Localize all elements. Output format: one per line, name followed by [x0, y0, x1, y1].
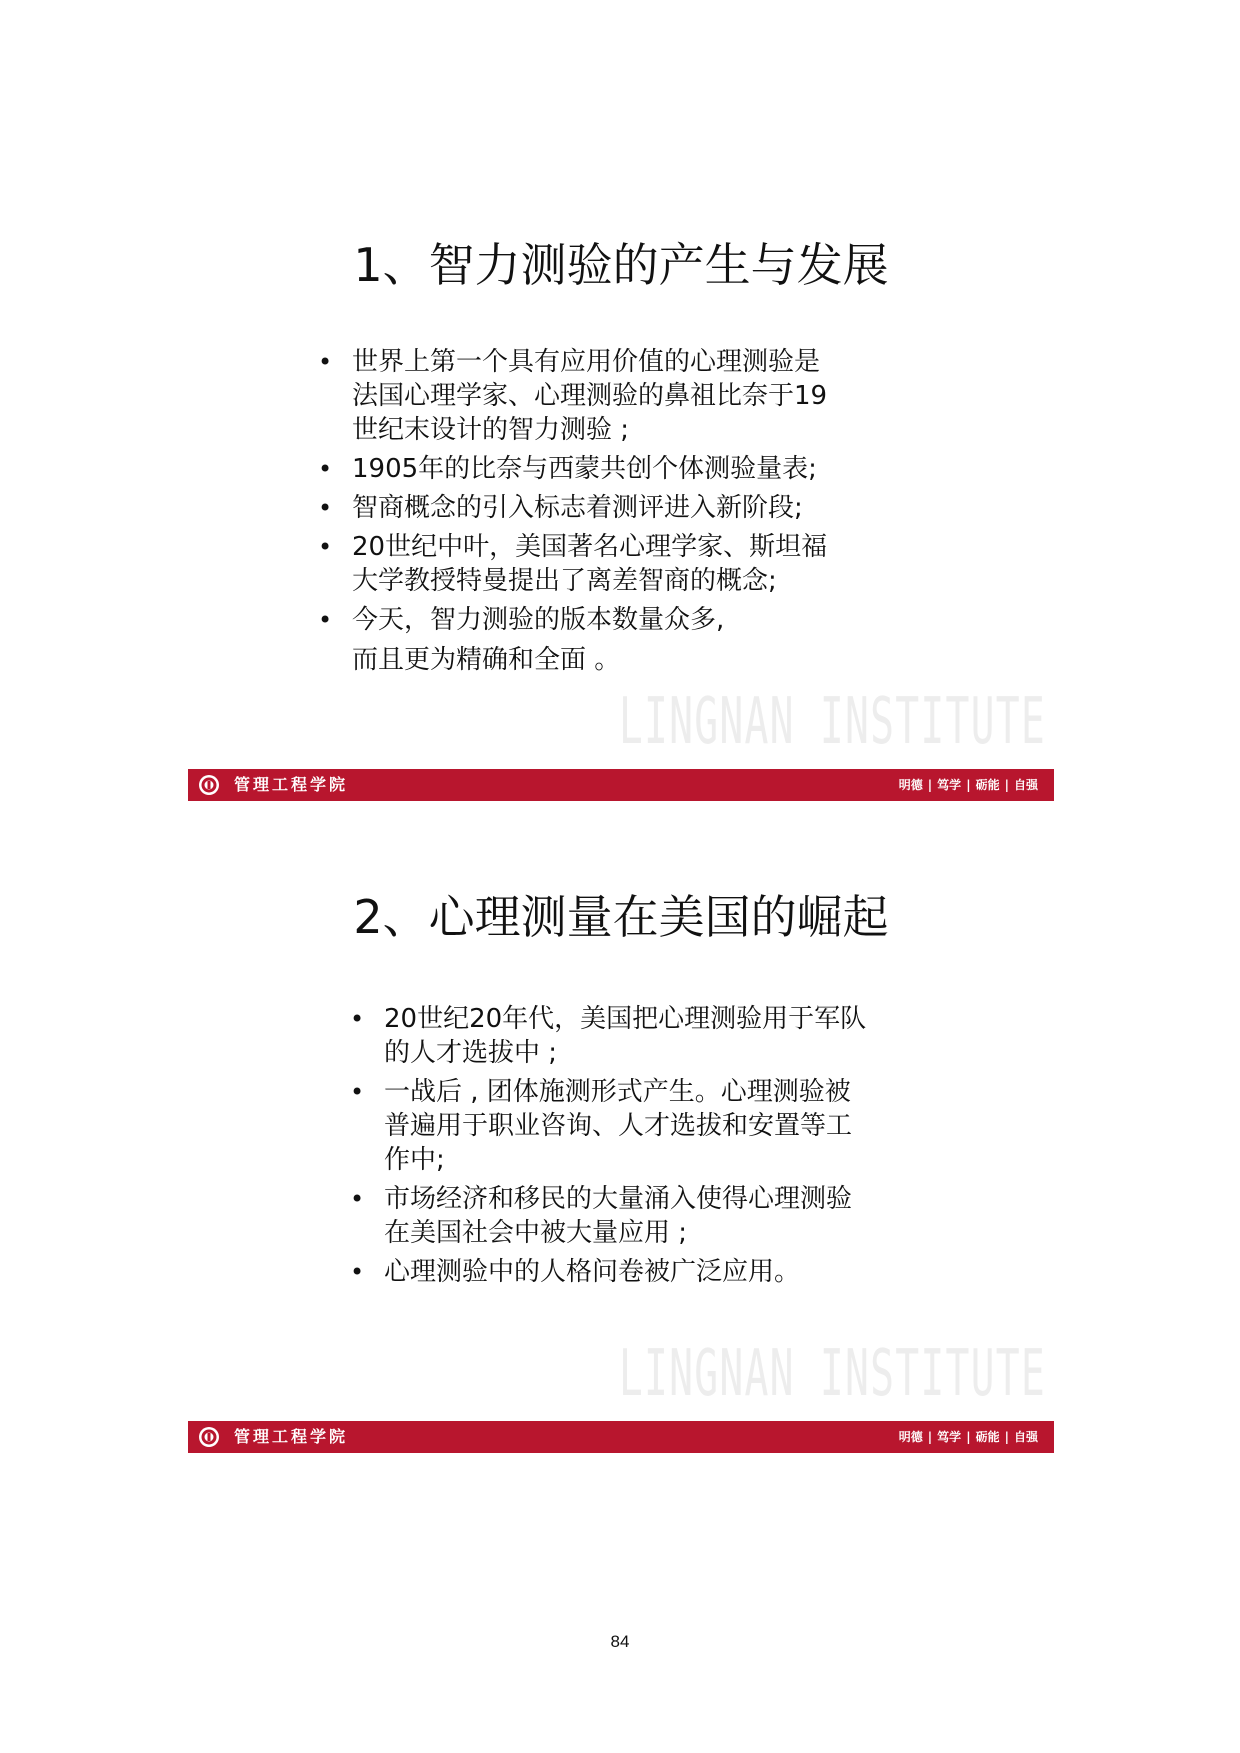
- motto-word: 笃学: [937, 1430, 962, 1444]
- bullet-line: 20世纪中叶，美国著名心理学家、斯坦福: [352, 532, 828, 562]
- slide-2: [188, 837, 1054, 1453]
- motto-word: 自强: [1013, 778, 1038, 792]
- bullet-line: 在美国社会中被大量应用 ;: [384, 1218, 688, 1248]
- motto-word: 砺能: [975, 1430, 1000, 1444]
- school-seal-icon: [198, 774, 220, 796]
- bullet-line: 1905年的比奈与西蒙共创个体测验量表;: [352, 454, 817, 484]
- bullet-item: [348, 1075, 968, 1177]
- bullet-item: [316, 491, 956, 525]
- bullet-line: 今天，智力测验的版本数量众多,: [352, 605, 725, 635]
- bullet-item: [348, 1255, 968, 1289]
- bullet-line: 普遍用于职业咨询、人才选拔和安置等工: [384, 1111, 853, 1141]
- bullet-line: 世界上第一个具有应用价值的心理测验是: [352, 347, 821, 377]
- bullet-dot-icon: •: [318, 533, 333, 561]
- slide-1: [188, 185, 1054, 801]
- bullet-line: 智商概念的引入标志着测评进入新阶段;: [352, 493, 803, 523]
- motto-word: 明德: [898, 1430, 923, 1444]
- footer-school-name: 管理工程学院: [234, 1427, 349, 1446]
- watermark-text: LINGNAN INSTITUTE: [618, 685, 1046, 759]
- bullet-dot-icon: •: [350, 1078, 365, 1106]
- bullet-line: 法国心理学家、心理测验的鼻祖比奈于19: [352, 381, 828, 411]
- footer-motto: 明德 | 笃学 | 砺能 | 自强: [898, 778, 1038, 792]
- bullet-dot-icon: •: [350, 1258, 365, 1286]
- bullet-item: [348, 1182, 968, 1250]
- bullet-line: 作中;: [384, 1145, 445, 1175]
- bullet-dot-icon: •: [318, 455, 333, 483]
- bullet-line: 市场经济和移民的大量涌入使得心理测验: [384, 1184, 853, 1214]
- bullet-line: 一战后 , 团体施测形式产生。心理测验被: [384, 1077, 851, 1107]
- bullet-item: [316, 530, 956, 598]
- bullet-line: 心理测验中的人格问卷被广泛应用。: [384, 1257, 801, 1287]
- page-number: 84: [610, 1632, 630, 1651]
- bullet-line: 20世纪20年代，美国把心理测验用于军队: [384, 1004, 867, 1034]
- watermark-text: LINGNAN INSTITUTE: [618, 1337, 1046, 1411]
- motto-word: 砺能: [975, 778, 1000, 792]
- bullet-line: 世纪末设计的智力测验 ;: [352, 415, 630, 445]
- bullet-item: [316, 345, 956, 447]
- bullet-list: [348, 1002, 968, 1294]
- bullet-item: [316, 452, 956, 486]
- slide-title: 2、心理测量在美国的崛起: [353, 890, 889, 944]
- bullet-dot-icon: •: [318, 348, 333, 376]
- bullet-dot-icon: •: [350, 1185, 365, 1213]
- slide-title: 1、智力测验的产生与发展: [353, 238, 889, 292]
- bullet-list: [316, 345, 956, 682]
- bullet-dot-icon: •: [318, 606, 333, 634]
- bullet-item: [316, 603, 956, 677]
- footer-motto: 明德 | 笃学 | 砺能 | 自强: [898, 1430, 1038, 1444]
- motto-word: 笃学: [937, 778, 962, 792]
- motto-word: 明德: [898, 778, 923, 792]
- bullet-line: 的人才选拔中 ;: [384, 1038, 558, 1068]
- school-seal-icon: [198, 1426, 220, 1448]
- footer-school-name: 管理工程学院: [234, 775, 349, 794]
- bullet-continuation: 而且更为精确和全面 。: [352, 645, 621, 675]
- motto-word: 自强: [1013, 1430, 1038, 1444]
- bullet-line: 大学教授特曼提出了离差智商的概念;: [352, 566, 777, 596]
- bullet-dot-icon: •: [318, 494, 333, 522]
- footer-bar: [188, 1421, 1054, 1453]
- bullet-dot-icon: •: [350, 1005, 365, 1033]
- bullet-item: [348, 1002, 968, 1070]
- footer-bar: [188, 769, 1054, 801]
